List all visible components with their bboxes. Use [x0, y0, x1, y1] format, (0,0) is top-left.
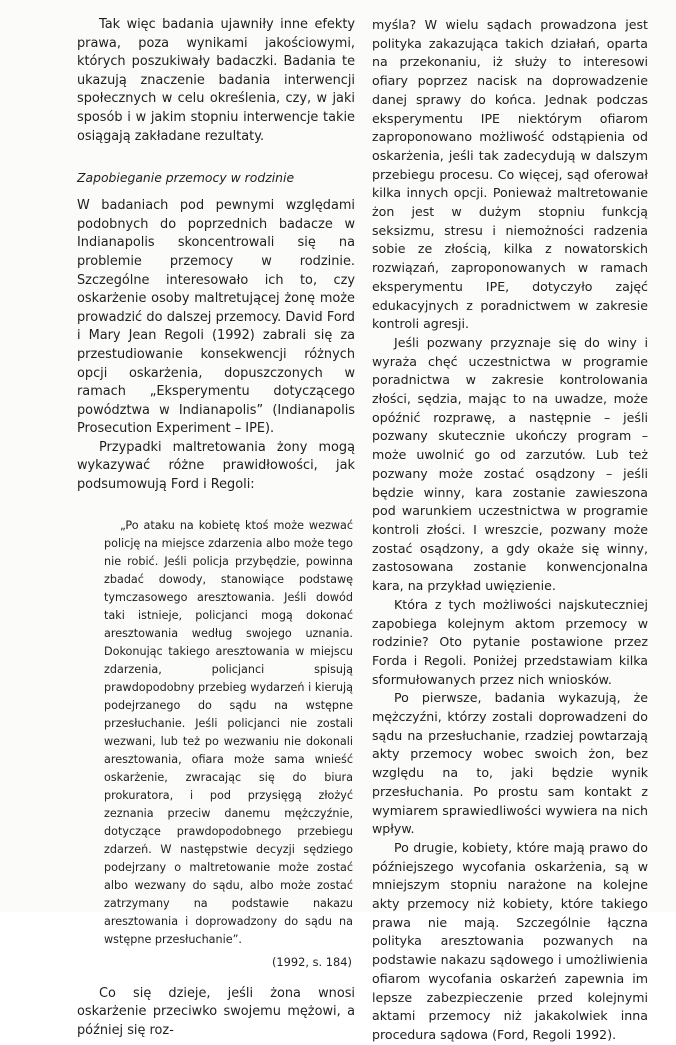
- paragraph: Po pierwsze, badania wykazują, że mężczyźni, którzy zostali doprowadzeni do sądu na przesłuchanie, rzadziej powtarzają akty przemocy wobec swoich żon, bez względu na to, jaki będzie wynik przesłuchania. Po prostu sam kontakt z wymiarem sprawiedliwości wywiera na nich wpływ.: [372, 690, 648, 837]
- quote-citation: (1992, s. 184): [271, 954, 352, 969]
- block-quote: „Po ataku na kobietę ktoś może wezwać policję na miejsce zdarzenia albo może tego nie robić. Jeśli policja przybędzie, powinna zbadać dowody, stanowiące podstawę tymczasowego aresztowania. Jeśli dowód taki istnieje, policjanci mogą dokonać aresztowania według swojego uznania. Dokonując takiego aresztowania w miejscu zdarzenia, policjanci spisują prawdopodobny przebieg wydarzeń i kierują podejrzanego do sądu na wstępne przesłuchanie. Jeśli policjanci nie zostali wezwani, lub też po wezwaniu nie dokonali aresztowania, ofiara może sama wnieść oskarżenie, zwracając się do biura prokuratora, i pod przysięgą złożyć zeznania przeciw danemu mężczyźnie, dotyczące prawdopodobnego przebiegu zdarzeń. W następstwie decyzji sędziego podejrzany o maltretowanie może zostać albo wezwany do sądu, albo może zostać zatrzymany na podstawie nakazu aresztowania i doprowadzony do sądu na wstępne przesłuchanie”.: [104, 518, 353, 946]
- left-column: [77, 16, 355, 1040]
- right-column: [372, 16, 648, 1045]
- section-heading: Zapobieganie przemocy w rodzinie: [77, 170, 295, 186]
- paragraph: Przypadki maltretowania żony mogą wykazywać różne prawidłowości, jak podsumowują Ford i Regoli:: [77, 439, 355, 493]
- paragraph: Jeśli pozwany przyznaje się do winy i wyraża chęć uczestnictwa w programie poradnictwa w zakresie kontrolowania złości, sędzia, mając to na uwadze, może opóźnić rozprawę, a następnie – jeśli pozwany skutecznie ukończy program – może uwolnić go od zarzutów. Lub też pozwany może zostać osądzony – jeśli będzie winny, kara zostanie zawieszona pod warunkiem uczestnictwa w programie kontroli złości. I wreszcie, pozwany może zostać osądzony, a gdy okaże się winny, zastosowana zostanie konwencjonalna kara, na przykład uwięzienie.: [372, 334, 648, 594]
- paragraph: Co się dzieje, jeśli żona wnosi oskarżenie przeciwko swojemu mężowi, a później się roz-: [77, 985, 355, 1038]
- paragraph: W badaniach pod pewnymi względami podobnych do poprzednich badacze w Indianapolis skoncentrowali się na problemie przemocy w rodzinie. Szczególne interesowało ich to, czy oskarżenie osoby maltretującej żonę może prowadzić do dalszej przemocy. David Ford i Mary Jean Regoli (1992) zabrali się za przestudiowanie konsekwencji różnych opcji oskarżenia, dopuszczonych w ramach „Eksperymentu dotyczącego powództwa w Indianapolis” (Indianapolis Prosecution Experiment – IPE).: [77, 198, 355, 437]
- paragraph: Po drugie, kobiety, które mają prawo do późniejszego wycofania oskarżenia, są w mniejszym stopniu narażone na kolejne akty przemocy niż kobiety, które takiego prawa nie mają. Szczególnie łączna polityka aresztowania pozwanych na podstawie nakazu sądowego i umożliwienia ofiarom wycofania oskarżeń zapewnia im lepsze zabezpieczenie przed kolejnymi aktami przemocy niż jakakolwiek inna procedura sądowa (Ford, Regoli 1992).: [372, 839, 648, 1042]
- continuation-paragraph: myśla? W wielu sądach prowadzona jest polityka zakazująca takich działań, oparta na przekonaniu, iż służy to interesowi ofiary poprzez nacisk na doprowadzenie danej sprawy do końca. Jednak podczas eksperymentu IPE niektórym ofiarom zaproponowano możliwość odstąpienia od oskarżenia, jeśli tak zadecydują w dalszym przebiegu procesu. Co więcej, sąd oferował kilka innych opcji. Ponieważ maltretowanie żon jest w dużym stopniu funkcją seksizmu, stresu i niemożności radzenia sobie ze złością, kilka z nowatorskich rozwiązań, zaproponowanych w ramach eksperymentu IPE, dotyczyło zajęć edukacyjnych z poradnictwem w zakresie kontroli agresji.: [372, 17, 648, 332]
- paragraph: Która z tych możliwości najskuteczniej zapobiega kolejnym aktom przemocy w rodzinie? Oto pytanie postawione przez Forda i Regoli. Poniżej przedstawiam kilka sformułowanych przez nich wniosków.: [372, 596, 648, 687]
- intro-paragraph: Tak więc badania ujawniły inne efekty prawa, poza wynikami jakościowymi, których poszukiwały badaczki. Badania te ukazują znaczenie badania interwencji społecznych w celu określenia, czy, w jaki sposób i w jakim stopniu interwencje takie osiągają zakładane rezultaty.: [77, 17, 355, 144]
